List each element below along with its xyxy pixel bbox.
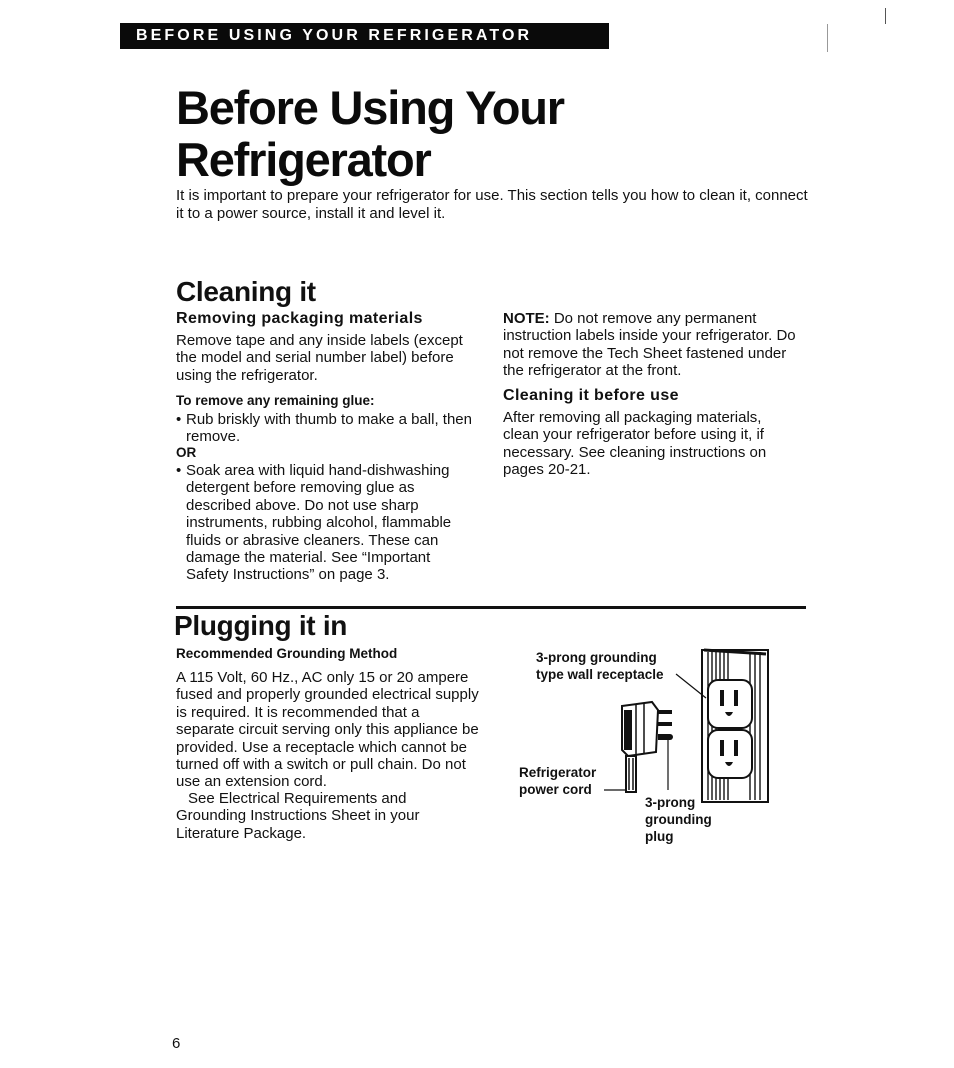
- bullet-text: Soak area with liquid hand-dishwashing detergent before removing glue as described above. Do not use sharp instruments, rubbing alcohol, flammable fluids or abrasive cleaners. These can damage the material. See “Important Safety Instructions” on page 3.: [186, 462, 452, 584]
- grounding-plug-icon: [622, 702, 673, 756]
- receptacle-label-line-1: 3-prong grounding: [536, 650, 657, 665]
- page-title: [176, 82, 564, 186]
- plug-label-line-1: 3-prong: [645, 795, 696, 810]
- section-banner: BEFORE USING YOUR REFRIGERATOR: [120, 23, 609, 49]
- title-line-2: Refrigerator: [176, 133, 431, 186]
- list-item: [176, 462, 461, 584]
- title-line-1: Before Using Your: [176, 81, 564, 134]
- receptacle-label-line-2: type wall receptacle: [536, 667, 664, 682]
- wall-receptacle-icon: [702, 650, 768, 802]
- note-label: NOTE:: [503, 310, 550, 327]
- bullet-icon: •: [176, 411, 182, 428]
- bullet-icon: •: [176, 462, 182, 479]
- plug-label-line-2: grounding: [645, 812, 712, 827]
- packaging-heading: Removing packaging materials: [176, 310, 423, 327]
- bullet-text: Rub briskly with thumb to make a ball, then remove.: [186, 411, 472, 446]
- receptacle-and-plug-illustration: [600, 640, 780, 810]
- plugging-body-1: A 115 Volt, 60 Hz., AC only 15 or 20 ampere fused and properly grounded electrical supply is required. It is recommended that a separate circuit serving only this appliance be provided. Use a receptacle which cannot be turned off with a switch or pull chain. Do not use an extension cord.: [176, 669, 479, 791]
- intro-paragraph: It is important to prepare your refrigerator for use. This section tells you how to clean it, connect it to a power source, install it and level it.: [176, 187, 808, 222]
- section-divider: [176, 606, 806, 609]
- cord-label-line-1: Refrigerator: [519, 765, 597, 780]
- power-cord-icon: [626, 756, 636, 792]
- list-item: [176, 411, 484, 446]
- cleaning-heading: Cleaning it: [176, 276, 316, 307]
- glue-heading: To remove any remaining glue:: [176, 393, 375, 408]
- plugging-heading: Plugging it in: [174, 610, 348, 641]
- note-text: Do not remove any permanent instruction labels inside your refrigerator. Do not remove the Tech Sheet fastened under the refrigerator at the front.: [503, 310, 796, 380]
- page-number: 6: [172, 1035, 181, 1052]
- cord-label-line-2: power cord: [519, 782, 592, 797]
- before-use-body: After removing all packaging materials, clean your refrigerator before using it, if necessary. See cleaning instructions on pages 20-21.: [503, 409, 767, 479]
- note-paragraph: [503, 310, 808, 380]
- cord-label: [519, 764, 596, 798]
- or-label: OR: [176, 445, 197, 460]
- before-use-heading: Cleaning it before use: [503, 387, 679, 404]
- plugging-body-2: See Electrical Requirements and Grounding Instructions Sheet in your Literature Package.: [176, 790, 420, 842]
- packaging-body: Remove tape and any inside labels (except the model and serial number label) before using the refrigerator.: [176, 332, 463, 384]
- plug-label-line-3: plug: [645, 829, 674, 844]
- margin-mark: [885, 8, 886, 24]
- grounding-method-heading: Recommended Grounding Method: [176, 646, 398, 661]
- margin-mark: [827, 24, 828, 52]
